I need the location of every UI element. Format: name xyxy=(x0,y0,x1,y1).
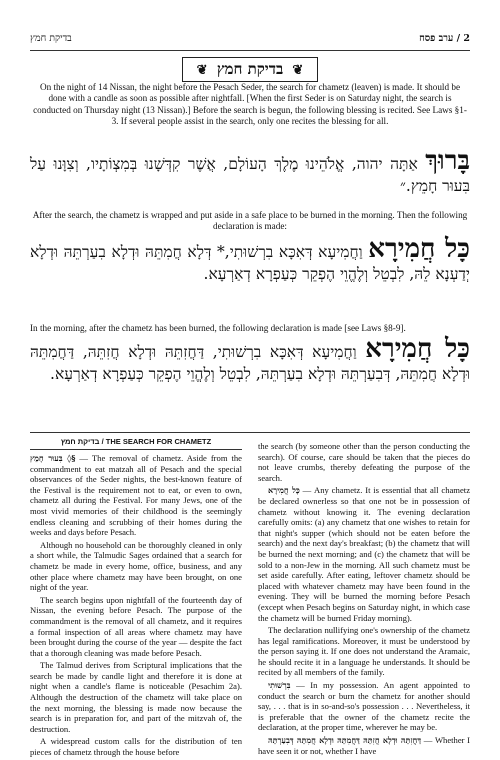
blessing-text: אַתָּה יהוה, אֱלֹהֵינוּ מֶלֶךְ הָעוֹלָם, אֲשֶׁר קִדְּשָׁנוּ בְּמִצְוֹתָיו, וְצִוָּנוּ עַל בִּעוּר חָמֵץ.״ xyxy=(30,155,470,195)
commentary-text: — In my possession. An agent appointed to conduct the search or burn the chametz for another should say, . . . that is in so-and-so's possession . . . Nevertheless, it is preferable that the owner of the chametz recite the declaration, at the proper time, wherever he may be. xyxy=(258,680,470,733)
commentary-paragraph: A widespread custom calls for the distribution of ten pieces of chametz through the house before xyxy=(30,736,242,758)
commentary-paragraph xyxy=(258,735,470,756)
declaration-morning-first-word: כָּל חֲמִירָא xyxy=(365,334,470,364)
commentary-header: בדיקת חמץ / THE SEARCH FOR CHAMETZ xyxy=(30,437,242,450)
commentary-paragraph: Although no household can be thoroughly cleaned in only a short while, the Talmudic Sages ordained that a search for chametz be made in every home, office, business, and any other place where chametz may have been brought, on one night of the year. xyxy=(30,539,242,593)
ornament-icon: ❦ xyxy=(196,63,208,78)
commentary-paragraph: the search (by someone other than the person conducting the search). Of course, care should be taken that the pieces do not leave crumbs, thereby defeating the purpose of the search. xyxy=(258,441,470,483)
section-title xyxy=(0,57,500,82)
commentary-paragraph: The Talmud derives from Scriptural implications that the search be made by candle light and therefore it is done at night when a candle's flame is noticeable (Pesachim 2a). Although the destruction of the chametz will take place on the next morning, the blessing is made now because the search is in preparation for, and part of the mitzvah of, the destruction. xyxy=(30,660,242,734)
morning-instruction: In the morning, after the chametz has been burned, the following declaration is made [see Laws §8-9]. xyxy=(30,323,406,333)
ornament-icon: ❦ xyxy=(292,63,304,78)
commentary-paragraph xyxy=(30,453,242,538)
section-title-text: בדיקת חמץ xyxy=(216,60,284,78)
commentary-text: — Any chametz. It is essential that all chametz be declared ownerless so that one not be in possession of chametz without knowing it. The evening declaration carefully omits: (a) any chametz that one wishes to retain for that night's supper (which should not be eaten before the search) and the next day's breakfast; (b) the chametz that will be burned the next morning; and (c) the chametz that will be sold to a non-Jew in the morning. All such chametz must be set aside carefully. After eating, leftover chametz should be placed with whatever chametz may have been found in the evening. They will be burned the morning before Pesach (except when Pesach begins on Saturday night, in which case the chametz will be burned Friday morning). xyxy=(258,485,471,623)
running-head-left: בדיקת חמץ xyxy=(30,33,72,44)
commentary-paragraph: The search begins upon nightfall of the fourteenth day of Nissan, the evening before Pesach. The purpose of the commandment is the removal of all chametz, and it requires a formal inspection of all areas where chametz may have been brought during the course of the year — despite the fact that a thorough cleaning was made before Pesach. xyxy=(30,594,242,658)
commentary-paragraph xyxy=(258,680,470,733)
declaration-evening-first-word: כָּל חֲמִירָא xyxy=(368,234,470,264)
after-search-instruction: After the search, the chametz is wrapped and put aside in a safe place to be burned in the morning. Then the following declaration is made: xyxy=(32,210,468,232)
header-rule xyxy=(30,50,470,51)
commentary-paragraph xyxy=(258,485,470,623)
declaration-morning xyxy=(30,334,470,385)
blessing xyxy=(30,146,471,197)
running-head xyxy=(30,33,470,47)
commentary-lemma: כָּל חֲמִירָא xyxy=(268,485,300,496)
running-head-right: 2 / ערב פסח xyxy=(419,33,470,44)
declaration-morning-text: וַחֲמִיעָא דְּאִכָּא בִרְשׁוּתִי, דַּחֲזִתֵּהּ וּדְלָא חֲזִתֵּהּ, דַּחֲמִתֵּהּ וּדְלָא חֲמִתֵּהּ, דְּבִעַרְתֵּהּ וּדְלָא בִעַרְתֵּהּ, לִבְטֵל וְלֶהֱוֵי הֶפְקֵר כְּעַפְרָא דְאַרְעָא. xyxy=(30,343,470,383)
commentary-rule xyxy=(30,432,470,433)
declaration-evening xyxy=(30,234,470,285)
commentary-column-left xyxy=(30,453,242,760)
commentary-text: — Whether I have seen it or not, whether I have xyxy=(258,735,470,756)
commentary-lemma: בִּרְשׁוּתִי xyxy=(268,680,291,691)
commentary-paragraph: The declaration nullifying one's ownership of the chametz has legal ramifications. Moreover, it must be understood by the person saying it. If one does not understand the Aramaic, he should recite it in a language he understands. It should be recited by all members of the family. xyxy=(258,625,470,678)
declaration-evening-text: וַחֲמִיעָא דְּאִכָּא בִרְשׁוּתִי,* דְּלָא חֲמִתֵּהּ וּדְלָא בִעַרְתֵּהּ וּדְלָא יְדַעְנָא לֵהּ, לִבְטֵל וְלֶהֱוֵי הֶפְקֵר כְּעַפְרָא דְאַרְעָא. xyxy=(30,243,470,283)
commentary-lemma: דַּחֲזִתֵּהּ וּדְלָא חֲזִתֵּהּ דַּחֲמִתֵּהּ וּדְלָא חֲמִתֵּהּ דְּבִעַרְתֵּהּ xyxy=(268,735,422,746)
intro-instruction: On the night of 14 Nissan, the night before the Pesach Seder, the search for chametz (leaven) is made. It should be done with a candle as soon as possible after nightfall. [When the first Seder is on Saturday night, the search is conducted on Thursday night (13 Nissan).] Before the search is begun, the following blessing is recited. See Laws §1-3. If several people assist in the search, only one recites the blessing for all. xyxy=(33,82,467,126)
commentary-text: — The removal of chametz. Aside from the commandment to eat matzah all of Pesach and the special observances of the Seder nights, the best-known feature of the Festival is the requirement not to eat, or even to own, chametz all during the Festival. For many Jews, one of the most vivid memories of their childhood is the seemingly endless cleaning and scrubbing of their homes during the weeks and days before Pesach. xyxy=(30,453,242,538)
blessing-first-word: בָּרוּךְ xyxy=(425,146,471,176)
commentary-lemma: בִּעוּר חָמֵץ ◊§ xyxy=(30,453,76,463)
commentary-column-right xyxy=(258,441,470,758)
